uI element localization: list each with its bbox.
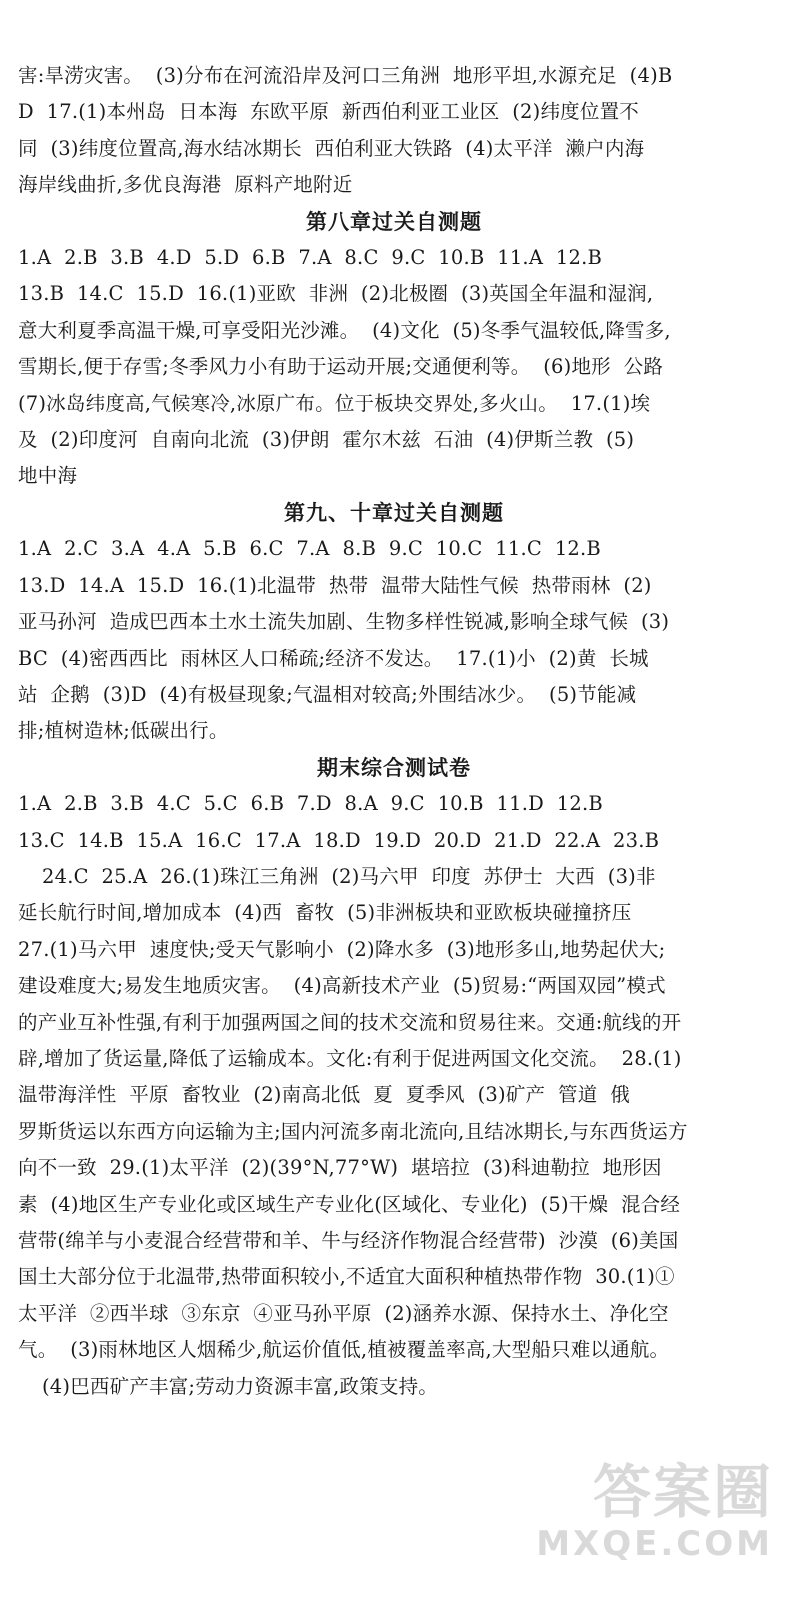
- answer-line: 海岸线曲折,多优良海港 原料产地附近: [18, 173, 353, 197]
- answer-line: 雪期长,便于存雪;冬季风力小有助于运动开展;交通便利等。 (6)地形 公路: [18, 355, 664, 379]
- watermark-title: 答案圈: [592, 1458, 773, 1526]
- answer-line: (7)冰岛纬度高,气候寒冷,冰原广布。位于板块交界处,多火山。 17.(1)埃: [18, 391, 651, 415]
- answer-line: 意大利夏季高温干燥,可享受阳光沙滩。 (4)文化 (5)冬季气温较低,降雪多,: [18, 318, 671, 342]
- answer-line: 素 (4)地区生产专业化或区域生产专业化(区域化、专业化) (5)干燥 混合经: [18, 1192, 681, 1216]
- answer-line: 27.(1)马六甲 速度快;受天气影响小 (2)降水多 (3)地形多山,地势起伏大;: [18, 937, 666, 961]
- answer-line: 排;植树造林;低碳出行。: [18, 719, 229, 743]
- answer-line: 13.D 14.A 15.D 16.(1)北温带 热带 温带大陆性气候 热带雨林 (2): [18, 573, 652, 597]
- answer-key-page: [18, 58, 770, 1405]
- section-title: 期末综合测试卷: [317, 754, 471, 780]
- answer-line: 建设难度大;易发生地质灾害。 (4)高新技术产业 (5)贸易:“两国双园”模式: [18, 974, 666, 998]
- answer-line: 太平洋 ②西半球 ③东京 ④亚马孙平原 (2)涵养水源、保持水土、净化空: [18, 1301, 669, 1325]
- section-title: 第九、十章过关自测题: [284, 499, 504, 525]
- answer-line: 24.C 25.A 26.(1)珠江三角洲 (2)马六甲 印度 苏伊士 大西 (3)非: [42, 864, 656, 888]
- answer-line: (4)巴西矿产丰富;劳动力资源丰富,政策支持。: [42, 1374, 438, 1398]
- answer-line: 的产业互补性强,有利于加强两国之间的技术交流和贸易往来。交通:航线的开: [18, 1010, 682, 1034]
- answer-line: 13.B 14.C 15.D 16.(1)亚欧 非洲 (2)北极圈 (3)英国全年温和湿润,: [18, 282, 654, 306]
- answer-line: 1.A 2.C 3.A 4.A 5.B 6.C 7.A 8.B 9.C 10.C 11.C 12.B: [18, 537, 601, 561]
- answer-line: 害:旱涝灾害。 (3)分布在河流沿岸及河口三角洲 地形平坦,水源充足 (4)B: [18, 64, 673, 87]
- answer-line: 向不一致 29.(1)太平洋 (2)(39°N,77°W) 堪培拉 (3)科迪勒拉 地形因: [18, 1156, 662, 1180]
- answer-line: 1.A 2.B 3.B 4.D 5.D 6.B 7.A 8.C 9.C 10.B 11.A 12.B: [18, 246, 603, 270]
- watermark-url: MXQE.COM: [536, 1524, 773, 1564]
- answer-line: D 17.(1)本州岛 日本海 东欧平原 新西伯利亚工业区 (2)纬度位置不: [18, 100, 639, 124]
- answer-line: 地中海: [18, 464, 78, 488]
- answer-line: 13.C 14.B 15.A 16.C 17.A 18.D 19.D 20.D 21.D 22.A 23.B: [18, 828, 660, 852]
- answer-line: 同 (3)纬度位置高,海水结冰期长 西伯利亚大铁路 (4)太平洋 濑户内海: [18, 136, 645, 160]
- answer-line: 气。 (3)雨林地区人烟稀少,航运价值低,植被覆盖率高,大型船只难以通航。: [18, 1338, 670, 1362]
- section-title: 第八章过关自测题: [306, 208, 482, 234]
- answer-line: 及 (2)印度河 自南向北流 (3)伊朗 霍尔木兹 石油 (4)伊斯兰教 (5): [18, 428, 635, 452]
- answer-line: 温带海洋性 平原 畜牧业 (2)南高北低 夏 夏季风 (3)矿产 管道 俄: [18, 1083, 630, 1107]
- answer-line: 营带(绵羊与小麦混合经营带和羊、牛与经济作物混合经营带) 沙漠 (6)美国: [18, 1229, 679, 1252]
- answer-line: BC (4)密西西比 雨林区人口稀疏;经济不发达。 17.(1)小 (2)黄 长城: [18, 646, 649, 670]
- answer-line: 1.A 2.B 3.B 4.C 5.C 6.B 7.D 8.A 9.C 10.B 11.D 12.B: [18, 792, 603, 816]
- watermark-logo: [533, 1460, 773, 1580]
- answer-line: 站 企鹅 (3)D (4)有极昼现象;气温相对较高;外围结冰少。 (5)节能减: [18, 682, 637, 706]
- answer-line: 亚马孙河 造成巴西本土水土流失加剧、生物多样性锐减,影响全球气候 (3): [18, 610, 670, 634]
- answer-line: 延长航行时间,增加成本 (4)西 畜牧 (5)非洲板块和亚欧板块碰撞挤压: [18, 901, 632, 925]
- answer-line: 国土大部分位于北温带,热带面积较小,不适宜大面积种植热带作物 30.(1)①: [18, 1265, 675, 1289]
- answer-line: 罗斯货运以东西方向运输为主;国内河流多南北流向,且结冰期长,与东西货运方: [18, 1119, 688, 1143]
- answer-line: 辟,增加了货运量,降低了运输成本。文化:有利于促进两国文化交流。 28.(1): [18, 1046, 682, 1070]
